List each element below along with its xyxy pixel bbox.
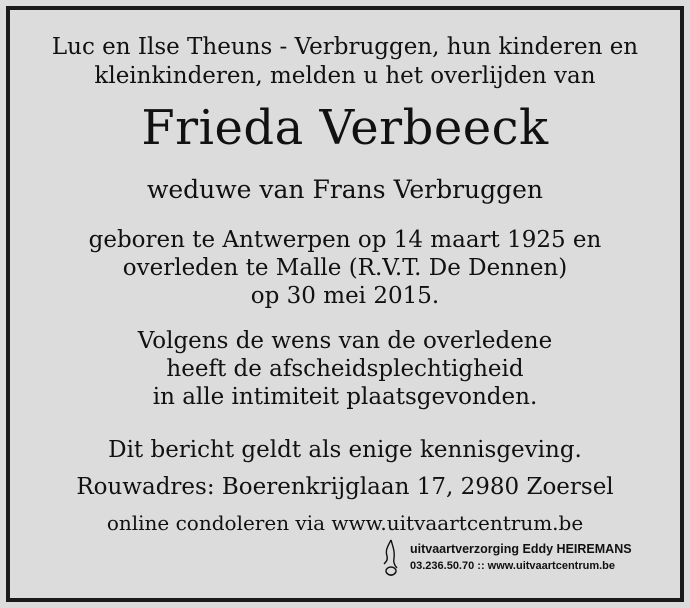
flame-drop-icon <box>378 538 404 578</box>
widow-line: weduwe van Frans Verbruggen <box>146 175 544 204</box>
wish-line-2: heeft de afscheidsplechtigheid <box>166 356 524 382</box>
deceased-name: Frieda Verbeeck <box>141 100 549 156</box>
company-contact: 03.236.50.70 :: www.uitvaartcentrum.be <box>410 560 616 572</box>
birth-line-2: overleden te Malle (R.V.T. De Dennen) <box>122 255 568 281</box>
company-name: uitvaartverzorging Eddy HEIREMANS <box>410 542 632 556</box>
address-line: Rouwadres: Boerenkrijglaan 17, 2980 Zoersel <box>76 474 614 500</box>
intro-line-1: Luc en Ilse Theuns - Verbruggen, hun kinderen en <box>51 34 639 60</box>
funeral-home-footer <box>378 538 678 578</box>
condolence-line: online condoleren via www.uitvaartcentrum.be <box>106 511 584 535</box>
birth-line-1: geboren te Antwerpen op 14 maart 1925 en <box>88 227 602 253</box>
intro-line-2: kleinkinderen, melden u het overlijden van <box>94 63 596 89</box>
notice-line: Dit bericht geldt als enige kennisgeving. <box>108 437 582 463</box>
death-date-line: op 30 mei 2015. <box>250 283 440 309</box>
wish-line-3: in alle intimiteit plaatsgevonden. <box>152 384 538 410</box>
wish-line-1: Volgens de wens van de overledene <box>137 328 553 354</box>
